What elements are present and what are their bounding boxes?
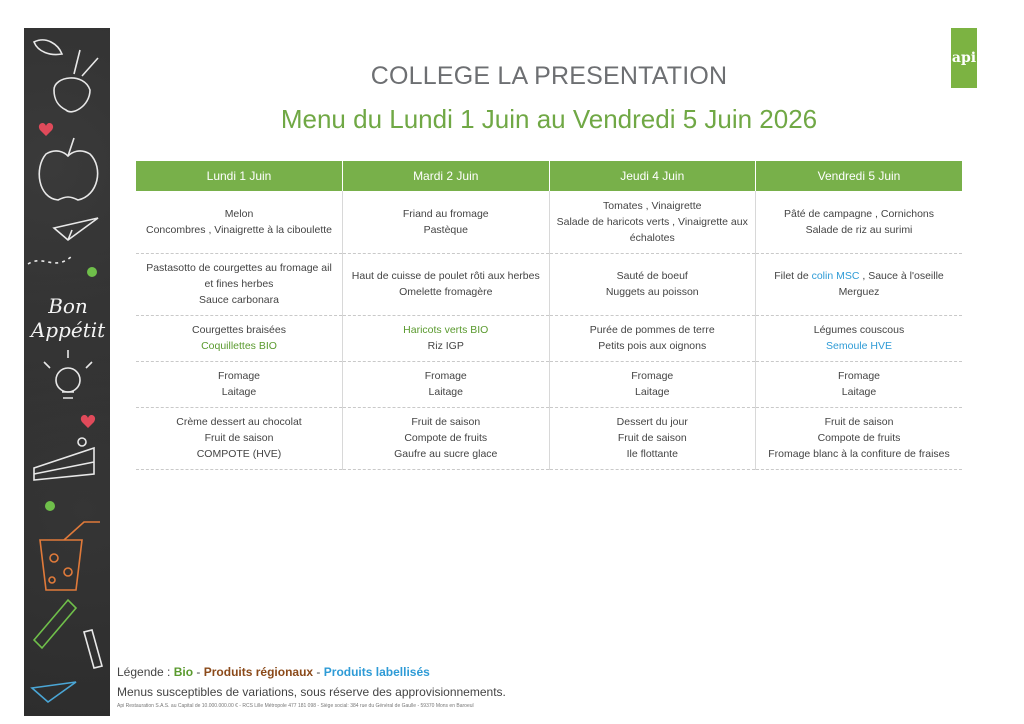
menu-item: Pastasotto de courgettes au fromage ail et fines herbes xyxy=(146,262,332,290)
menu-item-part: colin MSC xyxy=(811,270,860,282)
day-header: Mardi 2 Juin xyxy=(343,161,550,191)
menu-item: Fromage xyxy=(631,370,674,382)
menu-item: Pâté de campagne , Cornichons xyxy=(783,207,934,220)
menu-cell xyxy=(549,253,756,315)
menu-item: Tomates , Vinaigrette xyxy=(603,199,702,212)
menu-row xyxy=(136,191,962,253)
menu-item: Nuggets au poisson xyxy=(605,286,699,298)
glass-drink-icon xyxy=(40,522,100,590)
school-title: COLLEGE LA PRESENTATION xyxy=(370,62,728,90)
menu-cell xyxy=(756,361,963,407)
day-header: Jeudi 4 Juin xyxy=(549,161,756,191)
menu-cell xyxy=(343,315,550,361)
menu-item: Compote de fruits xyxy=(404,432,488,444)
availability-note: Menus susceptibles de variations, sous réserve des approvisionnements. xyxy=(117,685,506,699)
legend-separator: - xyxy=(313,665,324,679)
menu-item: Omelette fromagère xyxy=(399,286,493,298)
legend-separator: - xyxy=(193,665,204,679)
menu-cell xyxy=(756,407,963,469)
menu-row xyxy=(136,315,962,361)
bon-appetit-slogan xyxy=(28,294,108,342)
menu-item: Laitage xyxy=(221,386,257,398)
paper-plane2-icon xyxy=(32,682,76,702)
menu-item: Compote de fruits xyxy=(817,432,901,444)
menu-item: Fromage xyxy=(217,370,260,382)
menu-item: Sauté de boeuf xyxy=(616,270,688,282)
menu-item: Fruit de saison xyxy=(824,416,894,428)
day-header: Lundi 1 Juin xyxy=(136,161,343,191)
menu-item: Laitage xyxy=(841,386,877,398)
menu-item: Fruit de saison xyxy=(617,432,687,444)
weekly-menu-table xyxy=(136,161,962,470)
menu-item: Salade de haricots verts , Vinaigrette aux échalotes xyxy=(556,215,748,244)
menu-item: Semoule HVE xyxy=(826,340,892,352)
menu-item: Ile flottante xyxy=(626,448,678,460)
leaf-icon xyxy=(34,40,62,55)
menu-row xyxy=(136,361,962,407)
apple-icon xyxy=(39,138,97,200)
menu-cell xyxy=(549,361,756,407)
menu-item: Purée de pommes de terre xyxy=(589,324,715,336)
heart2-icon xyxy=(81,415,95,428)
menu-cell xyxy=(756,315,963,361)
menu-cell xyxy=(549,315,756,361)
cake-slice-icon xyxy=(34,438,94,480)
menu-item: Salade de riz au surimi xyxy=(805,223,913,236)
slogan-line-1: Bon xyxy=(48,294,88,318)
legend-label: Légende : xyxy=(117,665,174,679)
menu-item: Fruit de saison xyxy=(204,432,274,444)
menu-item: Fruit de saison xyxy=(411,416,481,428)
legend-bio: Bio xyxy=(173,665,194,679)
menu-cell xyxy=(136,407,343,469)
legend-regional: Produits régionaux xyxy=(203,665,314,679)
menu-item: COMPOTE (HVE) xyxy=(196,448,282,460)
legend xyxy=(117,665,430,679)
flower2-icon xyxy=(45,501,55,511)
menu-cell xyxy=(136,191,343,253)
menu-item: Merguez xyxy=(838,286,880,298)
menu-item: Haricots verts BIO xyxy=(403,324,489,336)
menu-row xyxy=(136,253,962,315)
menu-item: Dessert du jour xyxy=(616,416,688,428)
menu-cell xyxy=(549,191,756,253)
menu-item: Courgettes braisées xyxy=(192,324,286,336)
menu-item: Crème dessert au chocolat xyxy=(176,416,302,428)
menu-item: Fromage blanc à la confiture de fraises xyxy=(768,448,950,460)
menu-item: Petits pois aux oignons xyxy=(598,340,707,352)
menu-item: Fromage xyxy=(424,370,467,382)
menu-title: Menu du Lundi 1 Juin au Vendredi 5 Juin 2026 xyxy=(280,104,818,134)
menu-cell xyxy=(136,315,343,361)
menu-cell xyxy=(756,191,963,253)
menu-item-part: , Sauce à l'oseille xyxy=(859,270,944,282)
menu-item: Fromage xyxy=(837,370,880,382)
company-fine-print: Api Restauration S.A.S. au Capital de 10.000.000.00 € - RCS Lille Métropole 477 181 098 - Siège social: 384 rue du Général de Gaulle - 59370 Mons en Baroeul xyxy=(117,703,474,709)
menu-row xyxy=(136,407,962,469)
day-header-row xyxy=(136,161,962,191)
menu-item: Friand au fromage xyxy=(402,207,489,220)
menu-item: Riz IGP xyxy=(427,340,464,352)
pencil-icon xyxy=(34,600,76,648)
menu-cell xyxy=(756,253,963,315)
pencil2-icon xyxy=(84,630,102,668)
menu-item: Légumes couscous xyxy=(813,324,905,336)
menu-item-part: Filet de xyxy=(774,270,812,282)
menu-cell xyxy=(549,407,756,469)
api-logo: api xyxy=(951,28,977,88)
day-header: Vendredi 5 Juin xyxy=(756,161,963,191)
legend-labelled: Produits labellisés xyxy=(323,665,430,679)
dashed-path-decoration xyxy=(28,256,72,264)
menu-item: Melon xyxy=(224,207,254,220)
menu-body xyxy=(136,191,962,469)
lightbulb-icon xyxy=(44,350,92,398)
menu-item: Sauce carbonara xyxy=(199,294,279,306)
menu-item xyxy=(762,268,956,284)
menu-cell xyxy=(343,407,550,469)
menu-item: Laitage xyxy=(635,386,670,398)
menu-cell xyxy=(136,253,343,315)
menu-item: Laitage xyxy=(428,386,463,398)
slogan-line-2: Appétit xyxy=(30,318,106,342)
flower-icon xyxy=(87,267,97,277)
menu-item: Coquillettes BIO xyxy=(201,340,277,352)
menu-cell xyxy=(136,361,343,407)
menu-cell xyxy=(343,253,550,315)
menu-cell xyxy=(343,361,550,407)
menu-item: Haut de cuisse de poulet rôti aux herbes xyxy=(351,270,540,282)
menu-item: Concombres , Vinaigrette à la ciboulette xyxy=(146,223,332,236)
paper-plane-icon xyxy=(54,218,98,240)
menu-cell xyxy=(343,191,550,253)
menu-item: Pastèque xyxy=(423,223,468,236)
menu-item: Gaufre au sucre glace xyxy=(394,448,498,460)
